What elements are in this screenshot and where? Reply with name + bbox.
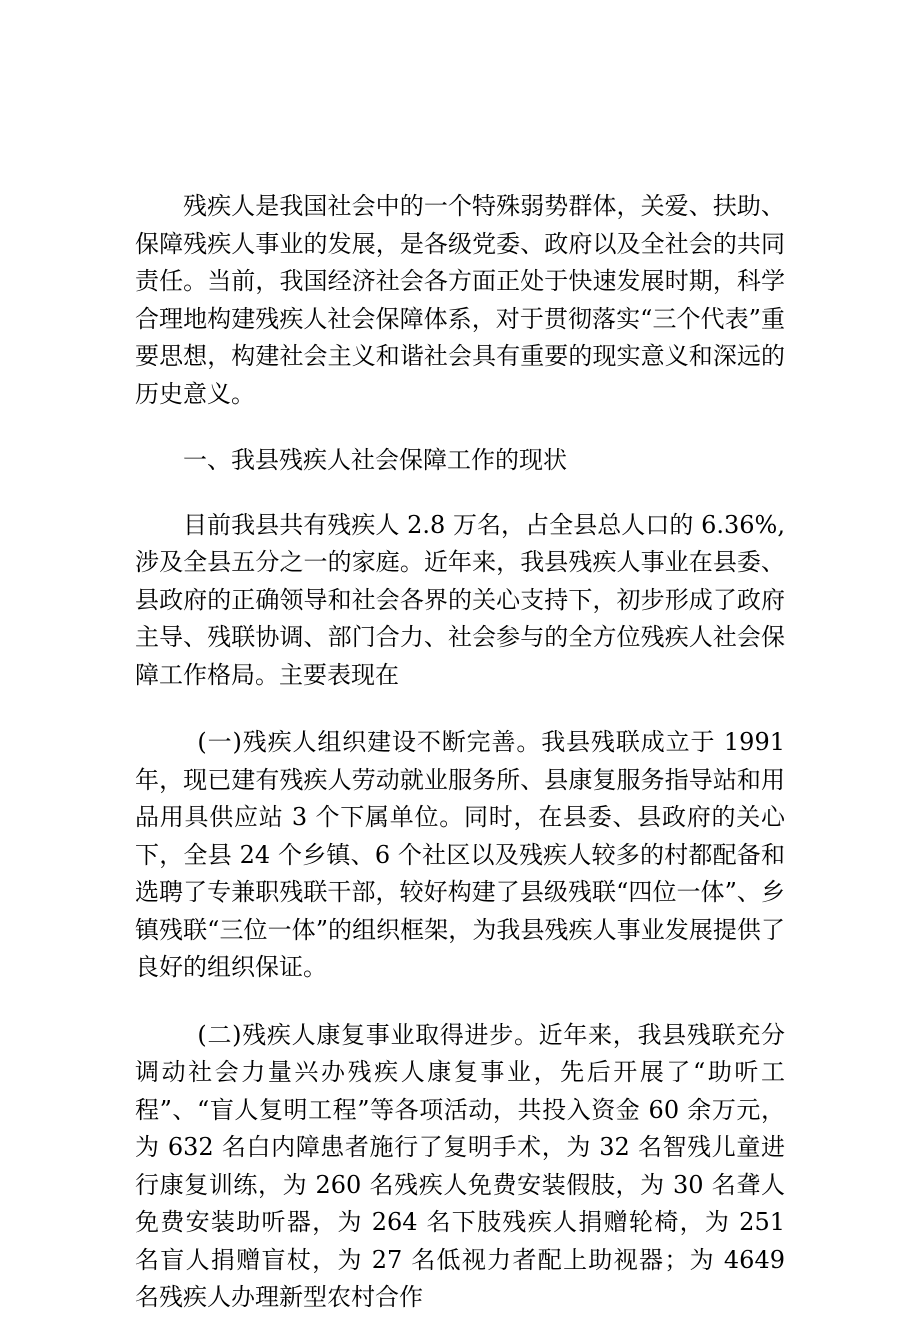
section-heading: 一、我县残疾人社会保障工作的现状 [183, 446, 567, 474]
organization-paragraph: (一)残疾人组织建设不断完善。我县残联成立于 1991 年，现已建有残疾人劳动就业服务所、县康复服务指导站和用品用具供应站 3 个下属单位。同时，在县委、县政府的关心下，全县 24 个乡镇、6 个社区以及残疾人较多的村都配备和选聘了专兼职残联干部，较好构建了县级残联“四位一体”、乡镇残联“三位一体”的组织框架，为我县残疾人事业发展提供了良好的组织保证。 [135, 728, 785, 981]
rehabilitation-paragraph: (二)残疾人康复事业取得进步。近年来，我县残联充分调动社会力量兴办残疾人康复事业，先后开展了“助听工程”、“盲人复明工程”等各项活动，共投入资金 60 余万元，为 632 名白内障患者施行了复明手术，为 32 名智残儿童进行康复训练，为 260 名残疾人免费安装假肢，为 30 名聋人免费安装助听器，为 264 名下肢残疾人捐赠轮椅，为 251 名盲人捐赠盲杖，为 27 名低视力者配上助视器；为 4649 名残疾人办理新型农村合作 [135, 1020, 785, 1311]
status-paragraph: 目前我县共有残疾人 2.8 万名，占全县总人口的 6.36%,涉及全县五分之一的家庭。近年来，我县残疾人事业在县委、县政府的正确领导和社会各界的关心支持下，初步形成了政府主导、残联协调、部门合力、社会参与的全方位残疾人社会保障工作格局。主要表现在 [135, 510, 785, 689]
intro-paragraph: 残疾人是我国社会中的一个特殊弱势群体，关爱、扶助、保障残疾人事业的发展，是各级党委、政府以及全社会的共同责任。当前，我国经济社会各方面正处于快速发展时期，科学合理地构建残疾人社会保障体系，对于贯彻落实“三个代表”重要思想，构建社会主义和谐社会具有重要的现实意义和深远的历史意义。 [135, 192, 785, 408]
document-body [135, 188, 785, 1317]
